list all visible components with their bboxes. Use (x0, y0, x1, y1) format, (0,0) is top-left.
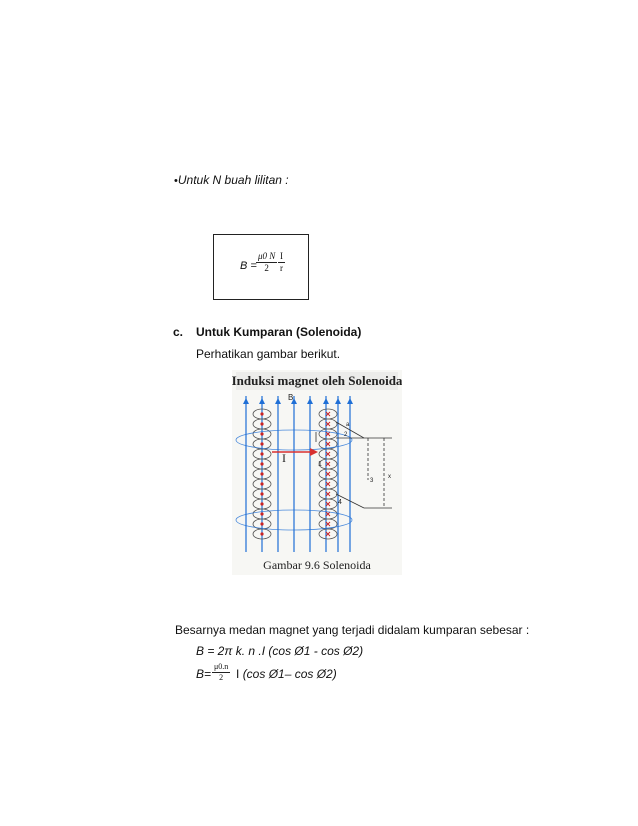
equation-2-lhs: B= (196, 667, 212, 681)
label-a: a (346, 422, 350, 428)
label-3: 3 (370, 478, 374, 484)
formula-lhs: B = (240, 260, 257, 272)
fraction-numerator: I (280, 251, 283, 261)
label-2: 2 (344, 432, 348, 438)
solenoid-figure (232, 370, 402, 575)
section-number: c. (173, 325, 184, 339)
equation-2-rest (236, 667, 337, 681)
body-sentence: Besarnya medan magnet yang terjadi didalam kumparan sebesar : (175, 623, 530, 637)
fraction-denominator: 2 (264, 263, 269, 273)
section-title: Untuk Kumparan (Solenoida) (196, 325, 362, 339)
formula-box (213, 234, 309, 300)
equation-2-fraction (212, 662, 230, 683)
formula-fraction-current (278, 251, 285, 274)
instruction-text: Perhatikan gambar berikut. (196, 347, 341, 361)
figure-caption: Gambar 9.6 Solenoida (263, 558, 371, 572)
label-x: x (388, 474, 391, 480)
label-4: 4 (338, 499, 342, 506)
label-b: B (288, 393, 294, 402)
equation-2-current: I (236, 667, 240, 681)
label-current: I (282, 451, 286, 465)
equation-1: B = 2π k. n .I (cos Ø1 - cos Ø2) (196, 644, 364, 658)
equation-2-cosines: (cos Ø1– cos Ø2) (242, 667, 337, 681)
bullet-icon: • (174, 175, 178, 187)
fraction-numerator: μ0 N (258, 251, 276, 261)
bullet-line (174, 173, 289, 187)
fraction-numerator: μ0.n (214, 662, 229, 671)
formula-fraction-mu (256, 251, 277, 274)
figure-title: Induksi magnet oleh Solenoida (232, 373, 402, 388)
fraction-denominator: 2 (219, 673, 224, 682)
label-1: 1 (318, 461, 322, 468)
section-heading (173, 325, 361, 339)
fraction-denominator: r (280, 263, 283, 273)
bullet-text: Untuk N buah lilitan : (177, 173, 289, 187)
